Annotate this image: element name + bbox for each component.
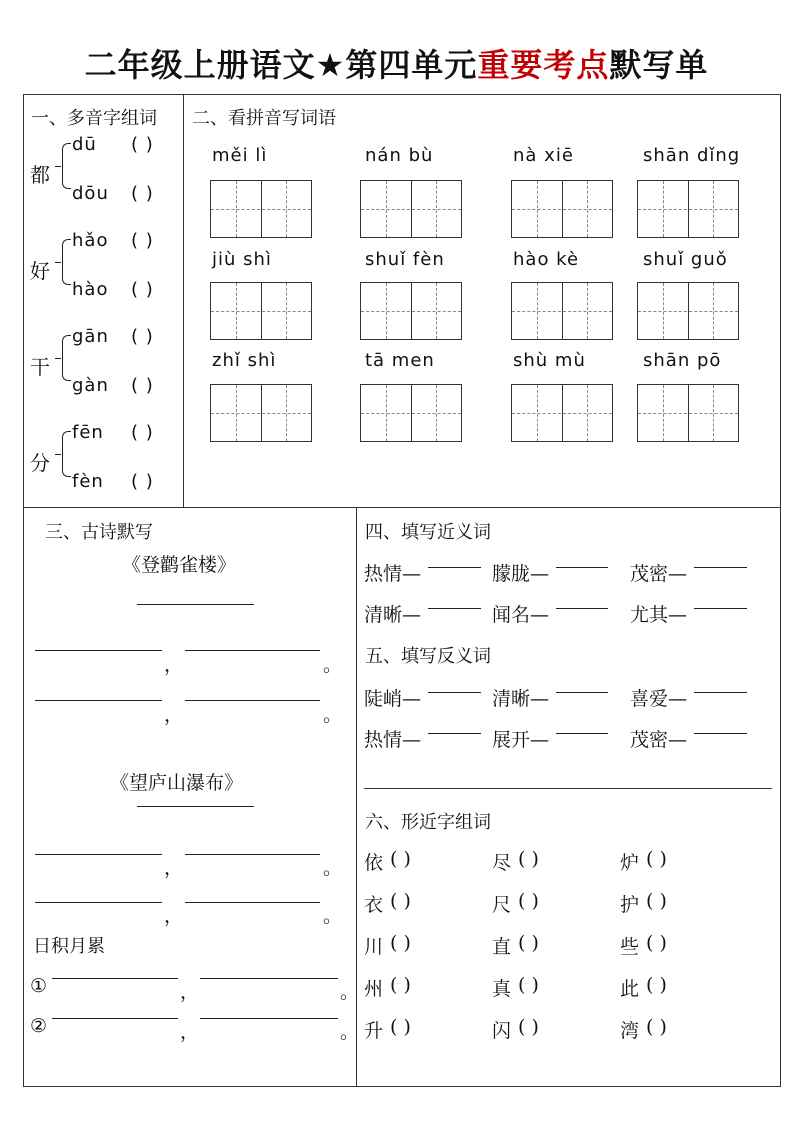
pinyin-a: fēn bbox=[72, 422, 104, 443]
pinyin-b: fèn bbox=[72, 471, 104, 492]
grid-dash-h bbox=[638, 413, 738, 414]
s2-heading: 二、看拼音写词语 bbox=[192, 108, 336, 129]
answer-paren[interactable]: ( ) bbox=[646, 932, 667, 954]
daily-number-2: ② bbox=[30, 1015, 48, 1037]
synonym-word: 茂密— bbox=[630, 563, 688, 585]
daily-number-1: ① bbox=[30, 975, 48, 997]
answer-paren[interactable]: ( ) bbox=[646, 1016, 667, 1038]
pinyin-b: dōu bbox=[72, 183, 109, 204]
similar-char: 依 bbox=[364, 852, 384, 874]
daily-line1b[interactable] bbox=[200, 978, 338, 979]
answer-paren[interactable]: ( ) bbox=[518, 974, 539, 996]
poem2-line2b[interactable] bbox=[185, 902, 320, 903]
poly-char: 都 bbox=[30, 163, 50, 187]
poem1-line1b[interactable] bbox=[185, 650, 320, 651]
answer-paren[interactable]: ( ) bbox=[131, 375, 154, 396]
comma: ， bbox=[164, 704, 184, 726]
synonym-answer-line[interactable] bbox=[694, 608, 747, 609]
similar-char: 尽 bbox=[492, 852, 512, 874]
similar-char: 州 bbox=[364, 978, 384, 1000]
poly-char: 好 bbox=[30, 259, 50, 283]
pinyin-prompt: jiù shì bbox=[212, 249, 272, 270]
answer-paren[interactable]: ( ) bbox=[131, 422, 154, 443]
bracket-tick-icon bbox=[55, 358, 61, 359]
comma: ， bbox=[164, 654, 184, 676]
character-grid[interactable] bbox=[210, 384, 312, 442]
character-grid[interactable] bbox=[511, 180, 613, 238]
period: 。 bbox=[323, 704, 343, 726]
comma: ， bbox=[180, 1021, 200, 1043]
comma: ， bbox=[180, 981, 200, 1003]
answer-paren[interactable]: ( ) bbox=[390, 848, 411, 870]
s4-heading: 四、填写近义词 bbox=[365, 522, 491, 543]
synonym-word: 闻名— bbox=[492, 604, 550, 626]
poem1-line1a[interactable] bbox=[35, 650, 162, 651]
poly-char: 分 bbox=[30, 451, 50, 475]
answer-paren[interactable]: ( ) bbox=[646, 890, 667, 912]
antonym-answer-line[interactable] bbox=[694, 733, 747, 734]
answer-paren[interactable]: ( ) bbox=[390, 890, 411, 912]
daily-line1a[interactable] bbox=[52, 978, 178, 979]
period: 。 bbox=[323, 857, 343, 879]
similar-char: 川 bbox=[364, 936, 384, 958]
answer-paren[interactable]: ( ) bbox=[518, 932, 539, 954]
daily-heading: 日积月累 bbox=[33, 936, 105, 957]
antonym-answer-line[interactable] bbox=[556, 733, 608, 734]
answer-paren[interactable]: ( ) bbox=[131, 230, 154, 251]
poem2-line2a[interactable] bbox=[35, 902, 162, 903]
pinyin-b: hào bbox=[72, 279, 109, 300]
synonym-answer-line[interactable] bbox=[556, 567, 608, 568]
antonym-word: 喜爱— bbox=[630, 688, 688, 710]
similar-char: 闪 bbox=[492, 1020, 512, 1042]
pinyin-prompt: shān dǐng bbox=[643, 145, 741, 166]
pinyin-b: gàn bbox=[72, 375, 109, 396]
s3-heading: 三、古诗默写 bbox=[45, 522, 153, 543]
pinyin-prompt: shuǐ guǒ bbox=[643, 249, 728, 270]
period: 。 bbox=[323, 654, 343, 676]
answer-paren[interactable]: ( ) bbox=[518, 848, 539, 870]
character-grid[interactable] bbox=[637, 180, 739, 238]
pinyin-prompt: nán bù bbox=[365, 145, 434, 166]
grid-dash-h bbox=[512, 311, 612, 312]
antonym-word: 热情— bbox=[364, 729, 422, 751]
bracket-icon bbox=[62, 431, 71, 477]
similar-char: 些 bbox=[620, 936, 640, 958]
divider-s1-s2 bbox=[183, 94, 184, 507]
bracket-icon bbox=[62, 335, 71, 381]
similar-char: 真 bbox=[492, 978, 512, 1000]
synonym-answer-line[interactable] bbox=[428, 608, 481, 609]
grid-dash-h bbox=[361, 311, 461, 312]
poem1-title: 《登鹳雀楼》 bbox=[122, 554, 237, 576]
character-grid[interactable] bbox=[210, 180, 312, 238]
pinyin-prompt: měi lì bbox=[212, 145, 268, 166]
grid-dash-h bbox=[211, 413, 311, 414]
character-grid[interactable] bbox=[360, 282, 462, 340]
comma: ， bbox=[164, 857, 184, 879]
grid-dash-h bbox=[512, 413, 612, 414]
poem1-line2a[interactable] bbox=[35, 700, 162, 701]
answer-paren[interactable]: ( ) bbox=[390, 974, 411, 996]
pinyin-prompt: zhǐ shì bbox=[212, 350, 277, 371]
grid-dash-h bbox=[211, 209, 311, 210]
answer-paren[interactable]: ( ) bbox=[131, 183, 154, 204]
answer-paren[interactable]: ( ) bbox=[131, 326, 154, 347]
poem1-line2b[interactable] bbox=[185, 700, 320, 701]
s5-heading: 五、填写反义词 bbox=[365, 646, 491, 667]
synonym-word: 朦胧— bbox=[492, 563, 550, 585]
synonym-answer-line[interactable] bbox=[694, 567, 747, 568]
page-title bbox=[0, 40, 793, 86]
grid-dash-h bbox=[211, 311, 311, 312]
answer-paren[interactable]: ( ) bbox=[646, 974, 667, 996]
answer-paren[interactable]: ( ) bbox=[518, 1016, 539, 1038]
similar-char: 直 bbox=[492, 936, 512, 958]
similar-char: 炉 bbox=[620, 852, 640, 874]
answer-paren[interactable]: ( ) bbox=[390, 1016, 411, 1038]
antonym-answer-line[interactable] bbox=[428, 733, 481, 734]
period: 。 bbox=[340, 981, 360, 1003]
antonym-word: 陡峭— bbox=[364, 688, 422, 710]
bracket-icon bbox=[62, 239, 71, 285]
pinyin-a: gān bbox=[72, 326, 109, 347]
antonym-word: 茂密— bbox=[630, 729, 688, 751]
daily-line2a[interactable] bbox=[52, 1018, 178, 1019]
grid-dash-h bbox=[638, 311, 738, 312]
answer-paren[interactable]: ( ) bbox=[131, 471, 154, 492]
title-highlight: 重要考点 bbox=[477, 46, 610, 84]
poem2-line1b[interactable] bbox=[185, 854, 320, 855]
bracket-tick-icon bbox=[55, 166, 61, 167]
character-grid[interactable] bbox=[360, 384, 462, 442]
synonym-word: 尤其— bbox=[630, 604, 688, 626]
grid-dash-h bbox=[361, 413, 461, 414]
grid-dash-h bbox=[361, 209, 461, 210]
character-grid[interactable] bbox=[637, 384, 739, 442]
antonym-answer-line[interactable] bbox=[428, 692, 481, 693]
synonym-answer-line[interactable] bbox=[556, 608, 608, 609]
answer-paren[interactable]: ( ) bbox=[131, 279, 154, 300]
s6-heading: 六、形近字组词 bbox=[365, 812, 491, 833]
antonym-word: 展开— bbox=[492, 729, 550, 751]
answer-paren[interactable]: ( ) bbox=[390, 932, 411, 954]
similar-char: 尺 bbox=[492, 894, 512, 916]
pinyin-prompt: shuǐ fèn bbox=[365, 249, 445, 270]
period: 。 bbox=[340, 1021, 360, 1043]
character-grid[interactable] bbox=[360, 180, 462, 238]
similar-char: 此 bbox=[620, 978, 640, 1000]
pinyin-prompt: tā men bbox=[365, 350, 435, 371]
s1-heading: 一、多音字组词 bbox=[31, 108, 157, 129]
divider-top bbox=[23, 507, 781, 508]
pinyin-prompt: shù mù bbox=[513, 350, 586, 371]
antonym-answer-line[interactable] bbox=[694, 692, 747, 693]
pinyin-prompt: shān pō bbox=[643, 350, 722, 371]
period: 。 bbox=[323, 905, 343, 927]
synonym-word: 热情— bbox=[364, 563, 422, 585]
pinyin-a: dū bbox=[72, 134, 97, 155]
pinyin-prompt: hào kè bbox=[513, 249, 580, 270]
answer-paren[interactable]: ( ) bbox=[131, 134, 154, 155]
grid-dash-h bbox=[512, 209, 612, 210]
poly-char: 干 bbox=[30, 355, 50, 379]
poem2-author-line[interactable] bbox=[137, 806, 254, 807]
similar-char: 护 bbox=[620, 894, 640, 916]
pinyin-prompt: nà xiē bbox=[513, 145, 574, 166]
similar-char: 湾 bbox=[620, 1020, 640, 1042]
poem2-line1a[interactable] bbox=[35, 854, 162, 855]
synonym-answer-line[interactable] bbox=[428, 567, 481, 568]
title-part1: 二年级上册语文★第四单元 bbox=[84, 46, 478, 84]
similar-char: 衣 bbox=[364, 894, 384, 916]
answer-paren[interactable]: ( ) bbox=[646, 848, 667, 870]
character-grid[interactable] bbox=[511, 384, 613, 442]
title-part3: 默写单 bbox=[609, 46, 709, 84]
character-grid[interactable] bbox=[511, 282, 613, 340]
comma: ， bbox=[164, 905, 184, 927]
poem2-title: 《望庐山瀑布》 bbox=[110, 772, 244, 794]
character-grid[interactable] bbox=[210, 282, 312, 340]
divider-s5-s6 bbox=[364, 788, 772, 789]
antonym-word: 清晰— bbox=[492, 688, 550, 710]
answer-paren[interactable]: ( ) bbox=[518, 890, 539, 912]
bracket-tick-icon bbox=[55, 454, 61, 455]
poem1-author-line[interactable] bbox=[137, 604, 254, 605]
synonym-word: 清晰— bbox=[364, 604, 422, 626]
similar-char: 升 bbox=[364, 1020, 384, 1042]
bracket-tick-icon bbox=[55, 262, 61, 263]
daily-line2b[interactable] bbox=[200, 1018, 338, 1019]
grid-dash-h bbox=[638, 209, 738, 210]
character-grid[interactable] bbox=[637, 282, 739, 340]
antonym-answer-line[interactable] bbox=[556, 692, 608, 693]
pinyin-a: hǎo bbox=[72, 230, 109, 251]
bracket-icon bbox=[62, 143, 71, 189]
